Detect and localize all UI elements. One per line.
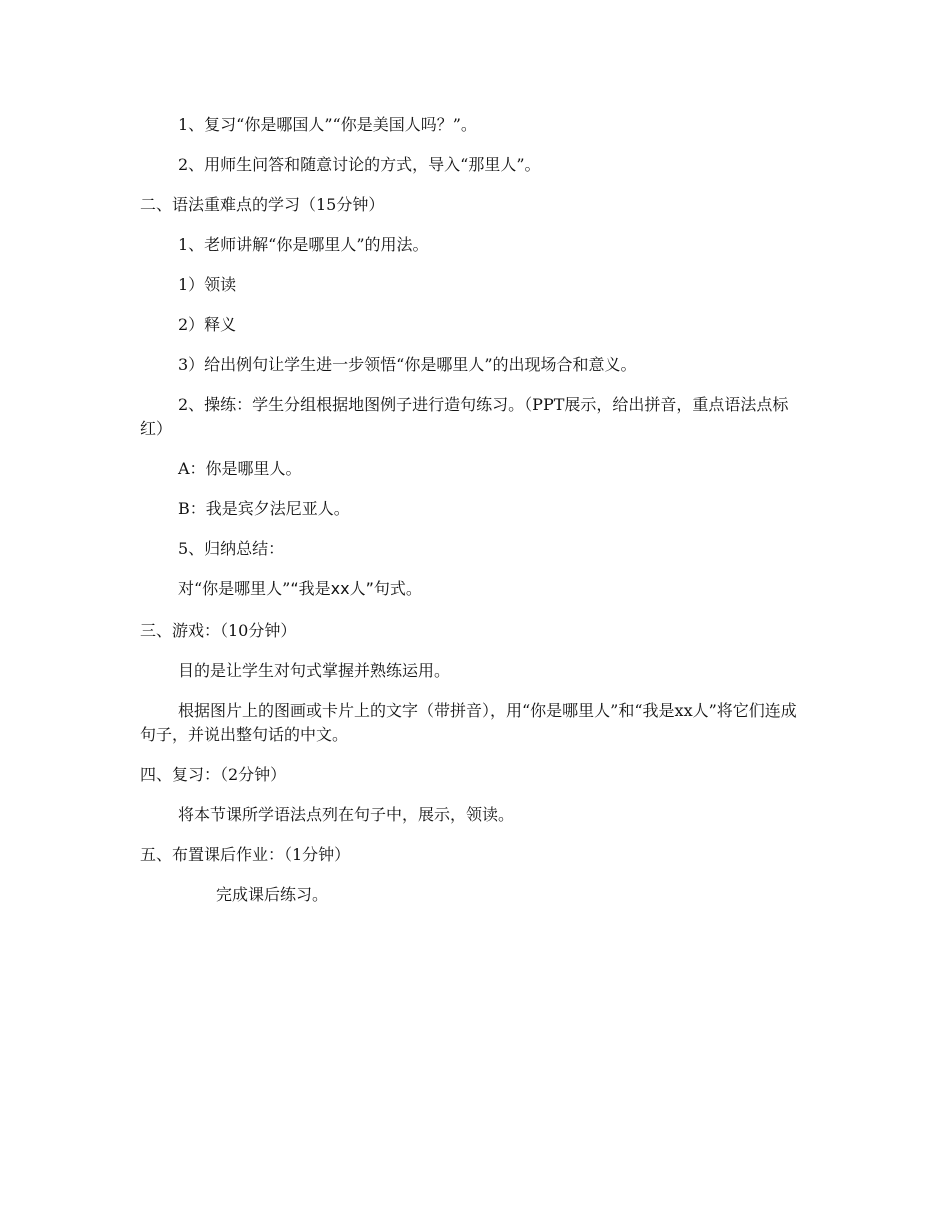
review-item-2: 2、用师生问答和随意讨论的方式，导入“那里人”。	[178, 155, 541, 174]
grammar-subitem-2: 2）释义	[178, 315, 237, 334]
grammar-item-1: 1、老师讲解“你是哪里人”的用法。	[178, 235, 429, 254]
section-heading-review: 四、复习：（2分钟）	[140, 765, 287, 784]
summary-pattern-line	[178, 577, 848, 601]
homework-item: 完成课后练习。	[216, 885, 329, 904]
review-activity: 将本节课所学语法点列在句子中，展示，领读。	[178, 805, 515, 824]
summary-pattern-part-2: “我是xx人”	[290, 579, 374, 598]
summary-pattern-part-1: 对“你是哪里人”	[178, 579, 291, 598]
practice-paragraph: 2、操练：学生分组根据地图例子进行造句练习。（PPT展示，给出拼音，重点语法点标红）	[140, 395, 789, 438]
section-heading-game: 三、游戏：（10分钟）	[140, 621, 297, 640]
section-heading-grammar: 二、语法重难点的学习（15分钟）	[140, 195, 385, 214]
summary-item: 5、归纳总结：	[178, 539, 285, 558]
grammar-subitem-3: 3）给出例句让学生进一步领悟“你是哪里人”的出现场合和意义。	[178, 355, 637, 374]
game-purpose: 目的是让学生对句式掌握并熟练运用。	[178, 661, 451, 680]
dialogue-line-b: B：我是宾夕法尼亚人。	[178, 499, 350, 518]
dialogue-line-a: A：你是哪里人。	[178, 459, 302, 478]
review-item-1: 1、复习“你是哪国人”“你是美国人吗？”。	[178, 115, 477, 134]
grammar-subitem-1: 1）领读	[178, 275, 237, 294]
section-heading-homework: 五、布置课后作业：（1分钟）	[140, 845, 351, 864]
summary-pattern-part-3: 句式。	[373, 579, 422, 598]
game-instructions: 根据图片上的图画或卡片上的文字（带拼音），用“你是哪里人”和“我是xx人”将它们连成句子，并说出整句话的中文。	[140, 701, 797, 744]
